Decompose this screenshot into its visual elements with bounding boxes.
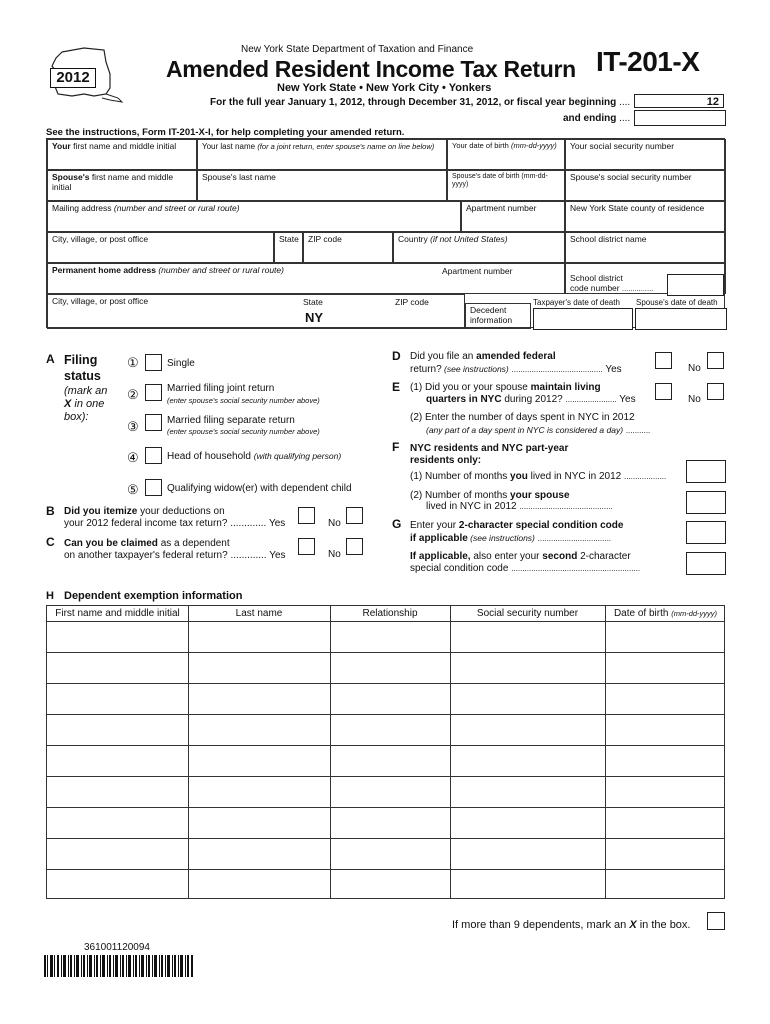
question-e1-no-label: No (688, 394, 701, 405)
filing-note-2 (64, 398, 107, 411)
perm-note: (number and street or rural route) (158, 265, 284, 275)
table-row[interactable] (47, 777, 724, 807)
question-e1-line1 (410, 382, 636, 394)
question-d-pre: Did you file an (410, 351, 477, 362)
question-d-text: return? (410, 364, 442, 375)
question-g2-text: special condition code (410, 563, 509, 574)
question-g-dots: ................................. (537, 534, 612, 543)
filing-widow-checkbox[interactable] (145, 479, 162, 496)
dep-col-relationship: Relationship (362, 608, 418, 619)
question-d-line2 (410, 363, 622, 376)
question-e2-dots: ........... (625, 426, 651, 435)
ssn-field[interactable]: Your social security number (565, 139, 726, 170)
question-c-rest: as a dependent (157, 538, 230, 549)
taxpayer-death-label: Taxpayer's date of death (533, 298, 620, 307)
question-g-line2 (410, 532, 623, 545)
filing-widow-label: Qualifying widow(er) with dependent child (167, 483, 352, 494)
ending-text: and ending (563, 113, 617, 124)
option-1-number: ① (127, 355, 139, 370)
dob-format: (mm-dd-yyyy) (510, 141, 557, 150)
more-dep-post: in the box. (636, 919, 691, 931)
question-g2-bold: If applicable, (410, 551, 471, 562)
spouse-first-label: first name and middle initial (52, 172, 174, 192)
school-code-input[interactable] (667, 274, 724, 296)
option-4-number: ④ (127, 450, 139, 465)
nyc-months-spouse-input[interactable] (686, 491, 726, 514)
question-c-yes-checkbox[interactable] (298, 538, 315, 555)
school-code-dots: ............... (622, 283, 654, 293)
dob-label: Your date of birth (452, 141, 509, 150)
fiscal-dots: .... (619, 97, 631, 108)
nyc-months-you-input[interactable] (686, 460, 726, 483)
question-d-no-label: No (688, 363, 701, 374)
question-g-pre: Enter your (410, 520, 459, 531)
question-c (64, 538, 286, 562)
filing-status-heading (64, 352, 101, 384)
hoh-label-sub: (with qualifying person) (253, 451, 342, 461)
school-code-label: School district (570, 273, 623, 283)
question-b-text: your 2012 federal income tax return? (64, 518, 228, 529)
question-f1 (410, 471, 666, 482)
mailing-address-field[interactable] (47, 201, 461, 232)
decedent-info (465, 303, 531, 329)
county-field[interactable]: New York State county of residence (565, 201, 726, 232)
question-e1-rest: during 2012? (501, 394, 563, 405)
dep-col-ssn: Social security number (476, 608, 579, 619)
section-e-letter: E (392, 380, 401, 394)
question-e1-yes-checkbox[interactable] (655, 383, 672, 400)
question-b-no-label: No (328, 518, 341, 529)
dep-col-first: First name and middle initial (55, 608, 180, 619)
filing-separate-label: Married filing separate return (167, 415, 295, 426)
question-c-no-checkbox[interactable] (346, 538, 363, 555)
first-name-label-bold: Your (52, 141, 71, 151)
section-g-letter: G (392, 517, 402, 531)
city2-field[interactable]: City, village, or post office (47, 294, 465, 329)
question-f2-line1 (410, 490, 613, 501)
question-d (410, 351, 622, 376)
table-row[interactable] (47, 839, 724, 869)
filing-hoh-label (167, 451, 341, 462)
dep-col-dob-label: Date of birth (613, 608, 669, 619)
question-g2-line2 (410, 563, 640, 575)
filing-heading-1: Filing (64, 353, 98, 367)
section-b-letter: B (46, 504, 55, 518)
taxpayer-death-input[interactable] (533, 308, 633, 330)
mailing-note: (number and street or rural route) (113, 203, 240, 213)
form-number: IT-201-X (596, 46, 700, 77)
more-dep-pre: If more than 9 dependents, mark an (452, 919, 630, 931)
question-b-yes: Yes (268, 518, 286, 529)
question-e1-line2 (410, 394, 636, 406)
filing-note-3: box): (64, 411, 89, 423)
department-name: New York State Department of Taxation and Finance (241, 44, 474, 55)
filing-single-label: Single (167, 358, 195, 369)
decedent-label: Decedent (470, 305, 507, 315)
spouse-last-name-field[interactable]: Spouse's last name (197, 170, 447, 201)
question-f1-bold: you (510, 471, 528, 482)
section-f-letter: F (392, 440, 400, 454)
perm-apt-label: Apartment number (442, 266, 513, 276)
question-f1-dots: ................... (624, 472, 667, 481)
section-f-heading (410, 443, 568, 467)
filing-joint-label: Married filing joint return (167, 383, 275, 394)
second-special-code-input[interactable] (686, 552, 726, 575)
question-g-line1 (410, 520, 623, 532)
question-f2-line2 (410, 501, 613, 512)
question-b (64, 506, 285, 530)
zip-field[interactable]: ZIP code (303, 232, 393, 263)
mailing-label: Mailing address (52, 203, 112, 213)
spouse-death-label: Spouse's date of death (636, 298, 718, 307)
apartment-field[interactable]: Apartment number (461, 201, 565, 232)
table-row[interactable] (47, 653, 724, 683)
country-label: Country (398, 234, 428, 244)
spouse-ssn-field[interactable]: Spouse's social security number (565, 170, 726, 201)
ending-dots: .... (619, 113, 631, 124)
question-c-no-label: No (328, 549, 341, 560)
more-dependents-note (452, 919, 691, 931)
hoh-label-text: Head of household (167, 451, 251, 462)
question-g (410, 520, 623, 545)
instructions-note: See the instructions, Form IT-201-X-I, for help completing your amended return. (46, 127, 405, 138)
filing-heading-2: status (64, 369, 101, 383)
question-f2-bold: your spouse (510, 490, 570, 501)
section-h-letter: H (46, 590, 54, 602)
option-3-number: ③ (127, 419, 139, 434)
section-d-letter: D (392, 349, 401, 363)
section-f-heading-1: NYC residents and NYC part-year (410, 443, 569, 454)
question-b-rest: your deductions on (137, 506, 225, 517)
state2-label: State (303, 297, 323, 307)
spouse-dob-field[interactable]: Spouse's date of birth (mm-dd-yyyy) (447, 170, 565, 201)
first-name-label: first name and middle initial (70, 141, 177, 151)
question-b-line2 (64, 518, 285, 530)
question-e1 (410, 382, 636, 406)
personal-info-grid (46, 138, 725, 328)
question-b-line1 (64, 506, 285, 518)
spouse-first-name-field[interactable] (47, 170, 197, 201)
question-d-yes: Yes (605, 364, 622, 375)
question-c-dots: ............. (230, 550, 267, 561)
question-g2-rest: also enter your (470, 551, 543, 562)
fiscal-end-field[interactable] (634, 110, 726, 126)
question-e2-line1: (2) Enter the number of days spent in NYC in 2012 (410, 412, 635, 423)
filing-separate-checkbox[interactable] (145, 414, 162, 431)
question-g2 (410, 551, 640, 575)
first-name-field[interactable] (47, 139, 197, 170)
section-c-letter: C (46, 535, 55, 549)
state2-value: NY (305, 310, 324, 325)
question-b-dots: ............. (230, 518, 267, 529)
dep-col-last: Last name (235, 608, 283, 619)
question-c-line2 (64, 550, 286, 562)
question-d-yes-checkbox[interactable] (655, 352, 672, 369)
form-title: Amended Resident Income Tax Return (166, 56, 576, 82)
question-b-bold: Did you itemize (64, 506, 138, 517)
form-subtitle: New York State • New York City • Yonkers (277, 82, 492, 94)
question-f2 (410, 490, 613, 512)
table-row[interactable] (47, 808, 724, 838)
section-f-heading-2: residents only: (410, 455, 482, 466)
more-dep-x: X (629, 919, 637, 931)
question-d-bold: amended federal (476, 351, 556, 362)
question-d-note: (see instructions) (441, 364, 509, 374)
dependents-title: Dependent exemption information (64, 590, 243, 602)
table-row[interactable] (47, 715, 724, 745)
question-g-bold: 2-character special condition code (458, 520, 624, 531)
question-c-bold: Can you be claimed (64, 538, 158, 549)
question-c-text: on another taxpayer's federal return? (64, 550, 228, 561)
option-2-number: ② (127, 387, 139, 402)
dep-col-dob (605, 608, 726, 619)
question-d-line1 (410, 351, 622, 363)
zip2-label: ZIP code (395, 297, 429, 307)
special-code-input[interactable] (686, 521, 726, 544)
barcode (44, 955, 194, 977)
fiscal-begin-field[interactable]: 12 (634, 94, 724, 108)
filing-joint-sub: (enter spouse's social security number above) (167, 396, 320, 405)
filing-joint-checkbox[interactable] (145, 384, 162, 401)
school-district-field[interactable]: School district name (565, 232, 726, 263)
question-g2-dots: .......................................................... (511, 564, 641, 573)
table-row[interactable] (47, 622, 724, 652)
section-a-letter: A (46, 352, 55, 366)
ending-label (563, 113, 630, 124)
filing-note-x: X (64, 398, 72, 410)
dependents-table (46, 605, 725, 899)
more-dependents-checkbox[interactable] (707, 912, 725, 930)
question-f2-text: lived in NYC in 2012 (426, 501, 517, 512)
table-row[interactable] (47, 870, 724, 898)
last-name-field[interactable] (197, 139, 447, 170)
question-g2-line1 (410, 551, 640, 563)
decedent-label2: information (470, 314, 513, 325)
city-field[interactable]: City, village, or post office (47, 232, 274, 263)
question-f1-pre: (1) Number of months (410, 471, 511, 482)
question-e1-dots: ....................... (565, 395, 617, 404)
filing-hoh-checkbox[interactable] (145, 447, 162, 464)
question-c-yes: Yes (269, 550, 286, 561)
question-e1-pre: (1) Did you or your spouse (410, 382, 531, 393)
filing-note-2-rest: in one (71, 398, 105, 410)
filing-instruction (64, 385, 107, 424)
question-g-bold2: if applicable (410, 533, 468, 544)
filing-note-1: (mark an (64, 385, 108, 397)
question-e2 (410, 412, 650, 437)
question-e1-yes: Yes (619, 394, 636, 405)
question-b-yes-checkbox[interactable] (298, 507, 315, 524)
table-row[interactable] (47, 746, 724, 776)
question-g2-bold2: second (542, 551, 578, 562)
question-d-dots: ......................................... (511, 365, 603, 374)
filing-single-checkbox[interactable] (145, 354, 162, 371)
spouse-death-input[interactable] (635, 308, 727, 330)
last-name-note: (for a joint return, enter spouse's name on line below) (257, 142, 435, 151)
question-e2-line2 (410, 424, 650, 437)
last-name-label: Your last name (202, 142, 256, 151)
question-f1-rest: lived in NYC in 2012 (527, 471, 622, 482)
table-row[interactable] (47, 684, 724, 714)
form-code: 361001120094 (84, 942, 150, 953)
question-c-line1 (64, 538, 286, 550)
state-field[interactable]: State (274, 232, 303, 263)
fiscal-year-line (210, 97, 630, 108)
question-e1-bold: maintain living (530, 382, 601, 393)
question-e1-no-checkbox[interactable] (707, 383, 724, 400)
spouse-first-bold: Spouse's (52, 172, 90, 182)
dep-col-dob-fmt: (mm-dd-yyyy) (671, 609, 718, 618)
country-field[interactable] (393, 232, 565, 263)
option-5-number: ⑤ (127, 482, 139, 497)
fiscal-year-text: For the full year January 1, 2012, through December 31, 2012, or fiscal year beginning (210, 97, 617, 108)
question-e2-note: (any part of a day spent in NYC is considered a day) (426, 425, 624, 435)
tax-year-box: 2012 (50, 68, 96, 88)
question-e1-bold2: quarters in NYC (426, 394, 502, 405)
question-f2-pre: (2) Number of months (410, 490, 511, 501)
question-f2-dots: .......................................... (519, 502, 613, 511)
question-d-no-checkbox[interactable] (707, 352, 724, 369)
question-g2-rest2: 2-character (577, 551, 631, 562)
perm-label: Permanent home address (52, 265, 156, 275)
country-note: (if not United States) (430, 234, 508, 244)
school-code-label2-text: code number (570, 282, 620, 293)
filing-separate-sub: (enter spouse's social security number above) (167, 427, 320, 436)
dob-field[interactable] (447, 139, 565, 170)
question-b-no-checkbox[interactable] (346, 507, 363, 524)
question-g-note: (see instructions) (467, 533, 535, 543)
